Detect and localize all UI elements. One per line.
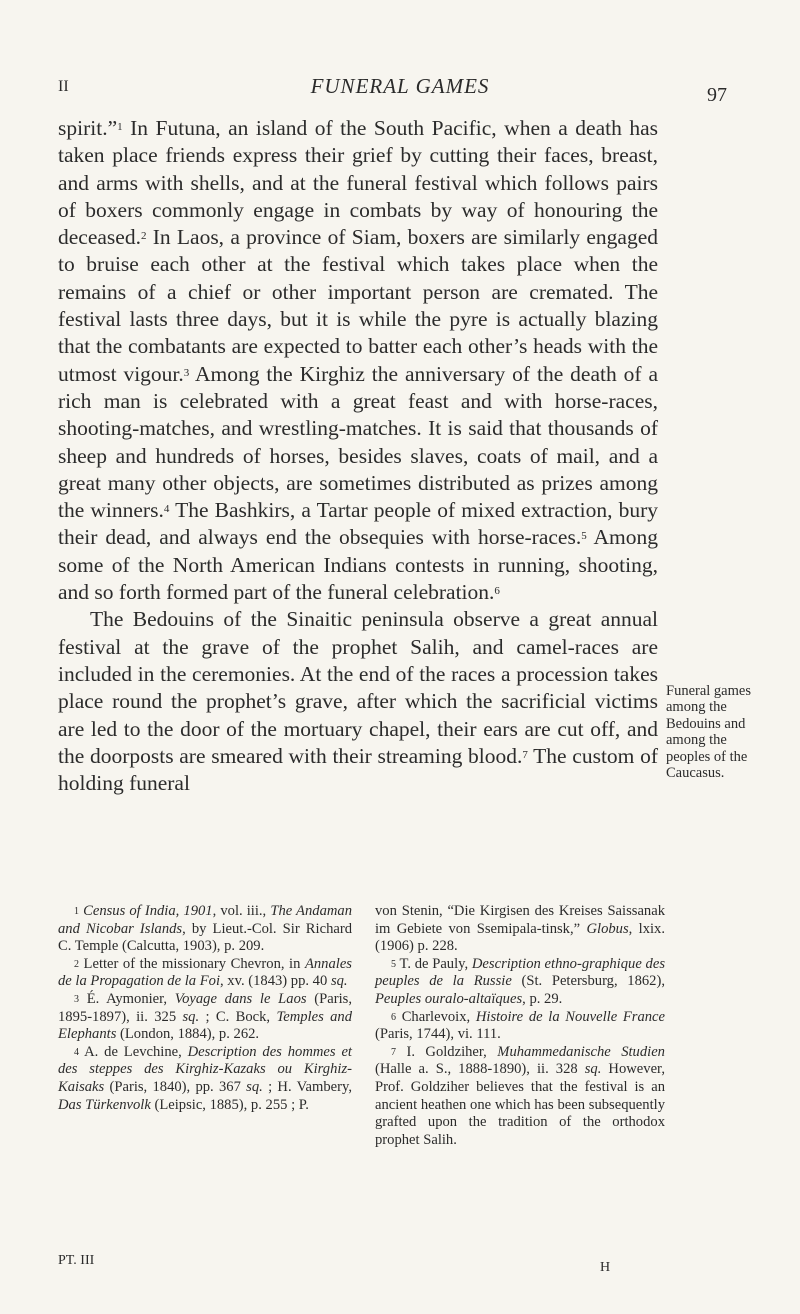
text-run: (Paris, 1895-1897), ii. 325	[58, 990, 352, 1025]
text-run: However, Prof. Goldziher believes that the festival is an ancient heathen one which has been subsequently grafted upon the tradition of the orthodox prophet Salih.	[375, 1061, 665, 1148]
text-run: The custom of holding funeral	[58, 743, 658, 796]
text-run: ; C. Bock,	[199, 1008, 277, 1025]
footnote-ref: 2	[140, 230, 147, 243]
gathering-letter: H	[600, 1260, 611, 1275]
paragraph-1	[58, 115, 658, 606]
text-run: É. Aymonier,	[86, 990, 175, 1007]
text-run: ; H. Vambery,	[262, 1078, 352, 1095]
text-run: sq.	[584, 1061, 602, 1078]
signature-mark: PT. III	[58, 1253, 95, 1268]
margin-note: Funeral games among the Bedouins and among the peoples of the Caucasus.	[666, 683, 751, 782]
text-run: , by Lieut.-Col. Sir Richard C. Temple (Calcutta, 1903), p. 209.	[58, 920, 352, 955]
text-run: Histoire de la Nouvelle France	[475, 1008, 665, 1025]
footnote-number: 3	[74, 993, 79, 1005]
text-run: von Stenin, “Die Kirgisen des Kreises Saissanak im Gebiete von Ssemipala-tinsk,”	[375, 903, 665, 937]
text-run: (Paris, 1744), vi. 111.	[375, 1026, 501, 1043]
text-run: , lxix. (1906) p. 228.	[375, 920, 665, 955]
page-number: 97	[707, 84, 727, 106]
footnotes-right-column	[375, 903, 665, 1149]
text-run: Charlevoix,	[401, 1008, 476, 1025]
text-run: Annales de la Propagation de la Foi	[58, 955, 352, 990]
text-run: Among the Kirghiz the anniversary of the death of a rich man is celebrated with a great feast and with horse-races, shooting-matches, and wrestling-matches. It is said that thousands of sheep and hundreds of horses, besides slaves, coats of mail, and a great many other objects, are sometimes distributed as prizes among the winners.	[58, 361, 659, 523]
footnote-number: 7	[391, 1046, 396, 1058]
footnote-7	[375, 1044, 665, 1150]
footnotes-left-column	[58, 903, 352, 1114]
footnote-ref: 5	[581, 530, 587, 543]
text-run: In Laos, a province of Siam, boxers are similarly engaged to bruise each other at the festival which takes place when the remains of a chief or other important person are cremated. The festival lasts three days, but it is while the pyre is actually blazing that the combatants are expected to batter each other’s heads with the utmost vigour.	[58, 225, 658, 386]
text-run: Among some of the North American Indians contests in running, shooting, and so forth formed part of the funeral celebration.	[58, 525, 658, 605]
text-run: Peuples ouralo-altaïques	[375, 990, 523, 1007]
running-title: FUNERAL GAMES	[310, 74, 490, 98]
text-run: A. de Levchine,	[84, 1043, 188, 1060]
footnote-5	[375, 956, 665, 1009]
text-run: T. de Pauly,	[399, 955, 472, 972]
footnote-number: 6	[391, 1011, 396, 1023]
footnote-number: 5	[391, 958, 396, 970]
text-run: spirit.”	[58, 116, 118, 140]
text-run: sq.	[246, 1078, 263, 1095]
text-run: The Bedouins of the Sinaitic peninsula observe a great annual festival at the grave of the prophet Salih, and camel-races are included in the ceremonies. At the end of the races a procession takes place round the prophet’s grave, after which the sacrificial victims are led to the door of the mortuary chapel, their ears are cut off, and the doorposts are smeared with their streaming blood.	[58, 607, 658, 768]
footnote-4	[58, 1044, 352, 1114]
text-run: , xv. (1843) pp. 40	[220, 973, 331, 990]
text-run: (St. Petersburg, 1862),	[511, 973, 665, 990]
text-run: Letter of the missionary Chevron, in	[83, 955, 305, 972]
text-run: Voyage dans le Laos	[174, 990, 307, 1007]
footnote-number: 4	[74, 1046, 79, 1058]
footnote-1	[58, 903, 352, 956]
footnote-6	[375, 1009, 665, 1044]
text-run: In Futuna, an island of the South Pacific, when a death has taken place friends express their grief by cutting their faces, breast, and arms with shells, and at the funeral festival which follows pairs of boxers commonly engage in combats by way of honouring the deceased.	[58, 116, 658, 250]
text-run: Muhammedanische Studien	[497, 1043, 665, 1060]
footnote-ref: 7	[522, 748, 528, 761]
text-run: Description des hommes et des steppes des Kirghiz-Kazaks ou Kirghiz-Kaisaks	[58, 1043, 352, 1095]
text-run: The Bashkirs, a Tartar people of mixed extraction, bury their dead, and always end the obsequies with horse-races.	[58, 498, 658, 550]
text-run: (Paris, 1840), pp. 367	[104, 1078, 247, 1095]
text-run: (Halle a. S., 1888-1890), ii. 328	[375, 1061, 585, 1078]
paragraph-2	[58, 606, 658, 797]
text-run: Census of India, 1901	[83, 903, 213, 919]
footnote-2	[58, 956, 352, 991]
footnote-3	[58, 991, 352, 1044]
text-run: Temples and Elephants	[58, 1008, 353, 1043]
footnote-ref: 4	[163, 503, 170, 516]
text-run: sq.	[330, 973, 348, 990]
text-run: Globus	[586, 920, 629, 937]
footnote-number: 1	[74, 906, 79, 917]
footnote-4-continued	[375, 903, 665, 956]
footnote-ref: 1	[117, 121, 123, 133]
footnote-number: 2	[74, 958, 79, 970]
main-text	[58, 115, 658, 797]
footnote-ref: 6	[494, 585, 500, 598]
chapter-number: II	[58, 78, 69, 95]
text-run: The Andaman and Nicobar Islands	[58, 903, 352, 937]
text-run: Das Türkenvolk	[58, 1096, 151, 1113]
text-run: sq.	[182, 1008, 200, 1025]
text-run: Description ethno-graphique des peuples de la Russie	[375, 955, 665, 990]
text-run: (Leipsic, 1885), p. 255 ; P.	[150, 1096, 309, 1113]
text-run: , p. 29.	[522, 990, 563, 1007]
text-run: , vol. iii.,	[212, 903, 271, 919]
footnote-ref: 3	[183, 366, 190, 379]
text-run: (London, 1884), p. 262.	[116, 1026, 260, 1043]
text-run: I. Goldziher,	[406, 1043, 498, 1060]
